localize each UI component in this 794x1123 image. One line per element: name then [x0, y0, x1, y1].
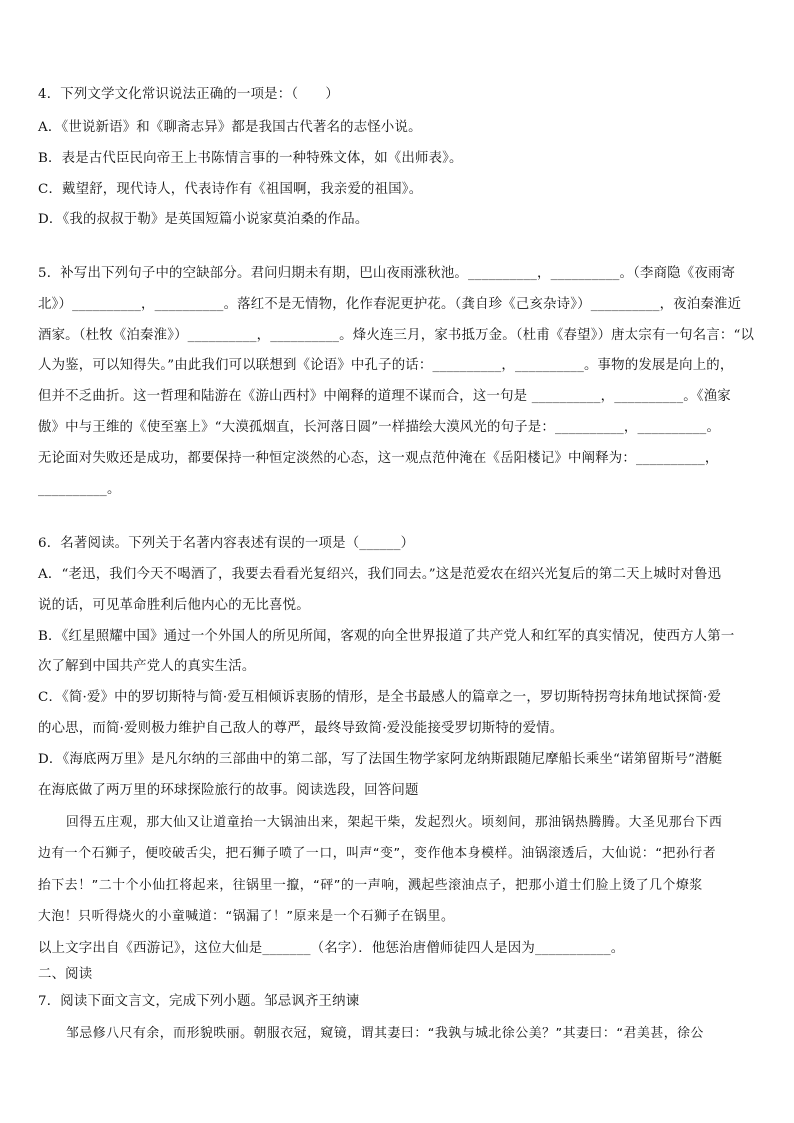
q4-option-b: B．表是古代臣民向帝王上书陈情言事的一种特殊文体，如《出师表》。	[38, 151, 463, 166]
q4-option-c: C．戴望舒，现代诗人，代表诗作有《祖国啊，我亲爱的祖国》。	[38, 182, 423, 197]
q6-option-b-cont: 次了解到中国共产党人的真实生活。	[38, 659, 256, 674]
q6-option-a: A．“老迅，我们今天不喝酒了，我要去看看光复绍兴，我们同去。”这是范爱农在绍兴光复后的第二天上城时对鲁迅	[38, 567, 722, 582]
q6-passage-line: 抬下去！”二十个小仙扛将起来，往锅里一攛，“砰”的一声响，溅起些滚油点子，把那小道士们脸上烫了几个燎浆	[38, 878, 703, 893]
q5-line: 北》）__________，__________。落红不是无情物，化作春泥更护花。（龚自珍《己亥杂诗》）__________，夜泊秦淮近	[38, 297, 742, 312]
q6-option-b: B．《红星照耀中国》通过一个外国人的所见所闻，客观的向全世界报道了共产党人和红军的真实情况，使西方人第一	[38, 629, 735, 644]
q5-line: 人为鉴，可以知得失。”由此我们可以联想到《论语》中孔子的话：__________，__________。事物的发展是向上的，	[38, 358, 734, 373]
q5-line: 但并不乏曲折。这一哲理和陆游在《游山西村》中阐释的道理不谋而合，这一句是 __________，__________。《渔家	[38, 389, 731, 404]
q4-stem: 4．下列文学文化常识说法正确的一项是：（ ）	[38, 87, 340, 102]
q6-option-d: D．《海底两万里》是凡尔纳的三部曲中的第二部，写了法国生物学家阿龙纳斯跟随尼摩船长乘坐“诺第留斯号”潜艇	[38, 752, 723, 767]
q6-passage-line: 回得五庄观，那大仙又让道童抬一大锅油出来，架起干柴，发起烈火。顷刻间，那油锅热腾腾。大圣见那台下西	[66, 815, 723, 830]
q6-option-c-cont: 的心思，而简·爱则极力维护自己敌人的尊严，最终导致简·爱没能接受罗切斯特的爱情。	[38, 721, 564, 736]
q7-passage-line: 邹忌修八尺有余，而形貌昳丽。朝服衣冠，窥镜，谓其妻曰：“我孰与城北徐公美？”其妻曰：“君美甚，徐公	[66, 1026, 704, 1041]
q4-option-d: D．《我的叔叔于勒》是英国短篇小说家莫泊桑的作品。	[38, 212, 369, 227]
q6-followup: 以上文字出自《西游记》，这位大仙是_______（名字）．他惩治唐僧师徒四人是因为___________。	[38, 941, 625, 956]
section-heading: 二、阅读	[38, 967, 93, 982]
q6-option-c: C．《简·爱》中的罗切斯特与简·爱互相倾诉衷肠的情形，是全书最感人的篇章之一，罗切斯特拐弯抹角地试探简·爱	[38, 690, 722, 705]
q6-option-d-cont: 在海底做了两万里的环球探险旅行的故事。阅读选段，回答问题	[38, 783, 419, 798]
q5-line: 酒家。（杜牧《泊秦淮》）__________，__________。烽火连三月，家书抵万金。（杜甫《春望》）唐太宗有一句名言：“以	[38, 328, 755, 343]
q6-passage-line: 大泡！只听得烧火的小童喊道：“锅漏了！”原来是一个石狮子在锅里。	[38, 909, 455, 924]
q7-stem: 7．阅读下面文言文，完成下列小题。邹忌讽齐王纳谏	[38, 994, 360, 1009]
q4-option-a: A．《世说新语》和《聊斋志异》都是我国古代著名的志怪小说。	[38, 120, 422, 135]
q6-stem: 6．名著阅读。下列关于名著内容表述有误的一项是（______）	[38, 536, 415, 551]
q5-line: __________。	[38, 482, 121, 497]
q5-line: 5．补写出下列句子中的空缺部分。君问归期未有期，巴山夜雨涨秋池。__________，__________。（李商隐《夜雨寄	[38, 266, 736, 281]
q6-option-a-cont: 说的话，可见革命胜利后他内心的无比喜悦。	[38, 598, 310, 613]
q5-line: 傲》中与王维的《使至塞上》“大漠孤烟直，长河落日圆”一样描绘大漠风光的句子是：__________，__________。	[38, 420, 721, 435]
q5-line: 无论面对失败还是成功，都要保持一种恒定淡然的心态，这一观点范仲淹在《岳阳楼记》中阐释为：__________，	[38, 451, 719, 466]
q6-passage-line: 边有一个石狮子，便咬破舌尖，把石狮子喷了一口，叫声“变”，变作他本身模样。油锅滚透后，大仙说：“把孙行者	[38, 846, 717, 861]
